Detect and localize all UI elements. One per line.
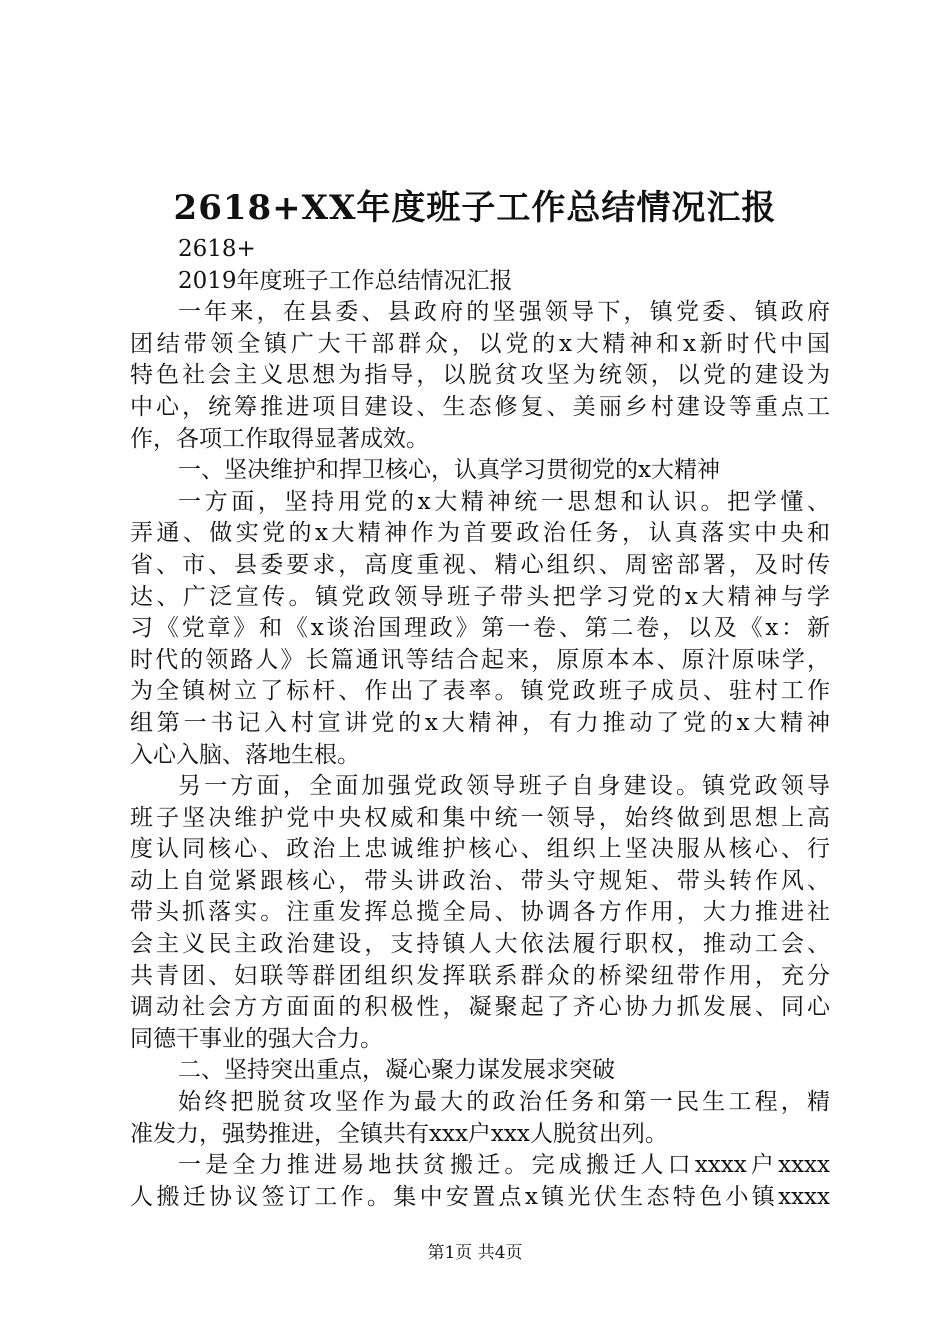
- text-line: 2618+: [178, 236, 256, 262]
- text-line: 共青团、妇联等群团组织发挥联系群众的桥梁纽带作用，充分: [130, 962, 830, 989]
- text-line: 组第一书记入村宣讲党的x大精神，有力推动了党的x大精神: [130, 709, 830, 736]
- text-line: 时代的领路人》长篇通讯等结合起来，原原本本、原汁原味学，: [130, 646, 830, 673]
- text-line: 中心，统筹推进项目建设、生态修复、美丽乡村建设等重点工: [130, 393, 830, 420]
- text-line: 习《党章》和《x谈治国理政》第一卷、第二卷，以及《x：新: [130, 615, 830, 642]
- text-line: 一是全力推进易地扶贫搬迁。完成搬迁人口xxxx户xxxx: [178, 1152, 830, 1179]
- text-line: 省、市、县委要求，高度重视、精心组织、周密部署，及时传: [130, 551, 830, 578]
- text-line: 特色社会主义思想为指导，以脱贫攻坚为统领，以党的建设为: [130, 362, 830, 389]
- text-line: 动上自觉紧跟核心，带头讲政治、带头守规矩、带头转作风、: [130, 867, 830, 894]
- text-line: 班子坚决维护党中央权威和集中统一领导，始终做到思想上高: [130, 804, 830, 831]
- text-line: 入心入脑、落地生根。: [130, 741, 360, 768]
- text-line: 达、广泛宣传。镇党政领导班子带头把学习党的x大精神与学: [130, 583, 830, 610]
- page-footer: 第1页 共4页: [427, 1243, 523, 1263]
- text-line: 一年来，在县委、县政府的坚强领导下，镇党委、镇政府: [178, 299, 830, 326]
- text-line: 始终把脱贫攻坚作为最大的政治任务和第一民生工程，精: [178, 1089, 830, 1116]
- text-line: 2019年度班子工作总结情况汇报: [178, 267, 513, 294]
- text-line: 为全镇树立了标杆、作出了表率。镇党政班子成员、驻村工作: [130, 678, 830, 705]
- text-line: 同德干事业的强大合力。: [130, 1025, 383, 1052]
- text-line: 另一方面，全面加强党政领导班子自身建设。镇党政领导: [178, 773, 830, 800]
- text-line: 一、坚决维护和捍卫核心，认真学习贯彻党的x大精神: [178, 457, 720, 484]
- text-line: 弄通、做实党的x大精神作为首要政治任务，认真落实中央和: [130, 520, 830, 547]
- text-line: 二、坚持突出重点，凝心聚力谋发展求突破: [178, 1057, 615, 1084]
- text-line: 度认同核心、政治上忠诚维护核心、组织上坚决服从核心、行: [130, 836, 830, 863]
- text-line: 一方面，坚持用党的x大精神统一思想和认识。把学懂、: [178, 488, 830, 515]
- document-title: 2618+XX年度班子工作总结情况汇报: [173, 188, 777, 228]
- text-line: 团结带领全镇广大干部群众，以党的x大精神和x新时代中国: [130, 330, 830, 357]
- text-line: 作，各项工作取得显著成效。: [130, 425, 429, 452]
- text-line: 准发力，强势推进，全镇共有xxx户xxx人脱贫出列。: [130, 1120, 668, 1147]
- text-line: 人搬迁协议签订工作。集中安置点x镇光伏生态特色小镇xxxx: [130, 1183, 830, 1210]
- document-body: [130, 234, 830, 1213]
- text-line: 调动社会方方面面的积极性，凝聚起了齐心协力抓发展、同心: [130, 994, 830, 1021]
- text-line: 会主义民主政治建设，支持镇人大依法履行职权，推动工会、: [130, 931, 830, 958]
- text-line: 带头抓落实。注重发挥总揽全局、协调各方作用，大力推进社: [130, 899, 830, 926]
